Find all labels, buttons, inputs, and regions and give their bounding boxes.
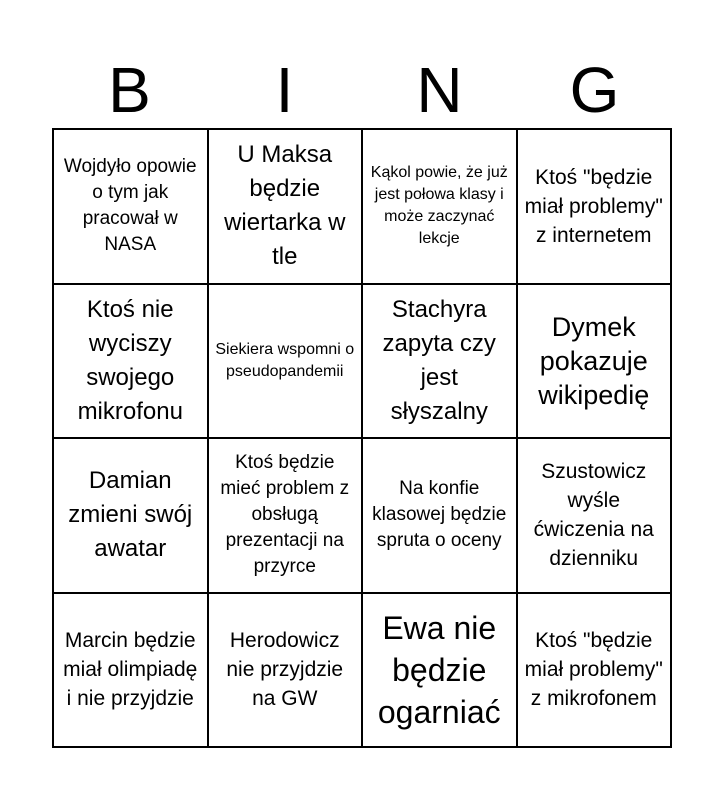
cell-text: Ewa nie będzie ogarniać	[377, 609, 501, 730]
cell-text: Szustowicz wyśle ćwiczenia na dzienniku	[533, 460, 654, 571]
cell-text: Siekiera wspomni o pseudopandemii	[215, 340, 355, 380]
cell-text: Marcin będzie miał olimpiadę i nie przyjdzie	[63, 629, 198, 711]
header-letter-b: B	[108, 54, 151, 126]
header-letter-g: G	[569, 54, 620, 126]
bingo-cell[interactable]	[54, 130, 209, 285]
cell-text: Stachyra zapyta czy jest słyszalny	[382, 295, 496, 425]
cell-text: Ktoś będzie mieć problem z obsługą prezentacji na przyrce	[220, 452, 350, 578]
cell-text: Ktoś nie wyciszy swojego mikrofonu	[77, 295, 183, 425]
bingo-cell[interactable]	[518, 594, 673, 749]
cell-text: Ktoś "będzie miał problemy" z internetem	[524, 165, 663, 247]
bingo-cell[interactable]	[518, 130, 673, 285]
bingo-header	[52, 50, 672, 128]
bingo-cell[interactable]	[363, 594, 518, 749]
bingo-cell[interactable]	[209, 594, 364, 749]
bingo-cell[interactable]	[209, 130, 364, 285]
bingo-cell[interactable]	[54, 439, 209, 594]
bingo-cell[interactable]	[209, 439, 364, 594]
bingo-cell[interactable]	[54, 285, 209, 440]
header-letter-i: I	[275, 54, 294, 126]
cell-text: Damian zmieni swój awatar	[68, 467, 193, 563]
bingo-cell[interactable]	[54, 594, 209, 749]
header-letter-n: N	[416, 54, 463, 126]
bingo-cell[interactable]	[363, 285, 518, 440]
bingo-cell[interactable]	[518, 285, 673, 440]
bingo-cell[interactable]	[518, 439, 673, 594]
cell-text: Ktoś "będzie miał problemy" z mikrofonem	[524, 629, 663, 711]
cell-text: Herodowicz nie przyjdzie na GW	[226, 629, 344, 711]
cell-text: Na konfie klasowej będzie spruta o oceny	[372, 478, 507, 552]
bingo-cell[interactable]	[363, 130, 518, 285]
bingo-board	[52, 128, 672, 748]
cell-text: Kąkol powie, że już jest połowa klasy i może zaczynać lekcje	[370, 164, 508, 248]
bingo-cell[interactable]	[209, 285, 364, 440]
cell-text: U Maksa będzie wiertarka w tle	[224, 141, 346, 271]
cell-text: Wojdyło opowie o tym jak pracował w NASA	[63, 156, 197, 256]
cell-text: Dymek pokazuje wikipedię	[538, 311, 650, 410]
bingo-cell[interactable]	[363, 439, 518, 594]
